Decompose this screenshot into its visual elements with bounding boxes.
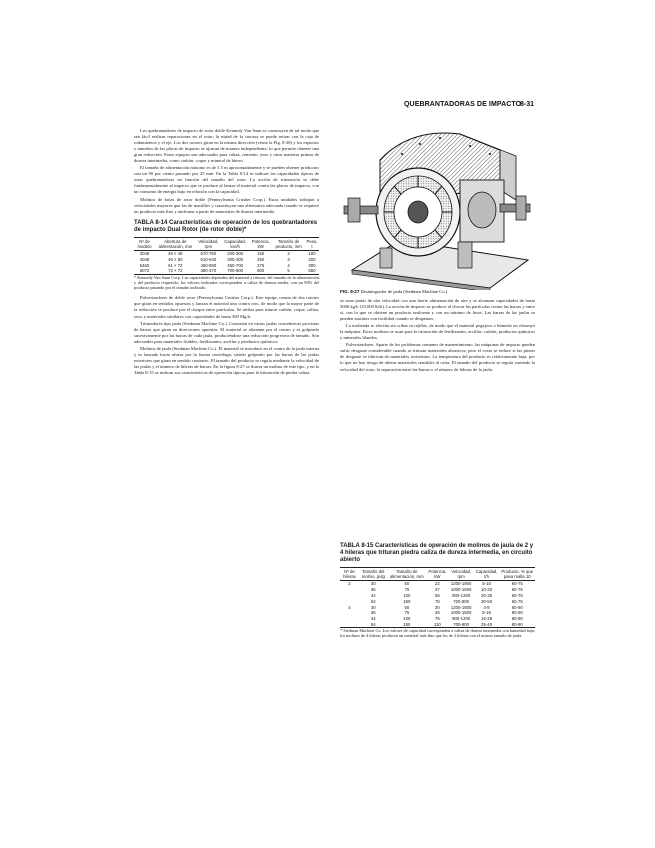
table-cell: 900-1200 [452, 616, 471, 622]
table-header: Potencia, kW [249, 237, 272, 250]
table-cell: 100 [403, 592, 411, 598]
table-cell: 5 [272, 268, 305, 274]
table-cell: 50 [404, 581, 410, 587]
table-cell: 30 [370, 604, 376, 610]
table-header: Nº de hileras [340, 568, 359, 581]
left-column [134, 128, 319, 377]
table-cell: 200-300 [227, 251, 244, 257]
table-row [340, 621, 535, 627]
table-15-footnote: * Stedman Machine Co. Los valores de capacidad corresponden a caliza de dureza intermedia con humedad baja; los molinos de 4 hileras producen un material más fino que los de 2 hileras con el mismo tamaño de jaula. [340, 628, 535, 639]
cage-mill-illustration [340, 120, 536, 290]
table-header: Peso, t [306, 238, 318, 249]
table-cell: 3 [287, 256, 290, 262]
table-cell: 4048 [139, 256, 150, 262]
table-cell: 100 [403, 616, 411, 622]
table-cell: 20-35 [481, 592, 493, 598]
table-header: Velocidad, rpm [196, 237, 221, 250]
table-cell: 150 [257, 251, 265, 257]
table-cell: 4-8 [483, 604, 490, 610]
table-header: Abertura de alimentación, mm [155, 237, 196, 250]
table-row [134, 268, 319, 274]
table-cell: 16-28 [481, 616, 493, 622]
table-cell: 80-90 [511, 604, 523, 610]
table-cell: 5-10 [482, 581, 491, 587]
table-cell: 80-90 [511, 616, 523, 622]
paragraph: La molienda se efectúa sin cribas ni rejillas, de modo que el material pegajoso o húmedo no obstruye la máquina. Estos molinos se usan para la trituración de fertilizantes, arcillas, carbón, productos químicos y minerales blandos. [340, 323, 535, 341]
table-15 [340, 567, 535, 628]
table-cell: 45 [434, 610, 440, 616]
table-header: Velocidad, rpm [449, 568, 474, 581]
table-cell: 1000-1500 [450, 587, 472, 593]
paragraph: Molinos de jaula (Stedman Machine Co.). El material se introduce en el centro de la jaula interna y es lanzado hacia afuera por la fuerza centrífuga, siendo golpeado por las barras de las jaulas exteriores que giran en sentido contrario. El tamaño del producto se regula mediante la velocidad de las jaulas y el número de hileras de barras. En la figura 8-27 se ilustra un molino de este tipo, y en la Tabla 8-15 se indican sus características de operación típicas para la trituración de piedra caliza. [134, 345, 319, 375]
table-cell: 700-900 [453, 598, 470, 604]
table-cell: 4 [287, 262, 290, 268]
table-cell: 300-400 [227, 256, 244, 262]
table-cell: 3048 [139, 251, 150, 257]
table-cell: 60-75 [511, 592, 523, 598]
table-14-footnote: * Kennedy Van Saun Corp. Las capacidades dependen del material a triturar, del tamaño de la alimentación y del producto requerido; los valores indicados corresponden a caliza de dureza media, con un 90% del producto pasando por el tamaño indicado. [134, 274, 319, 291]
table-cell: 72 × 72 [155, 268, 196, 274]
table-cell: 550 [305, 268, 319, 274]
table-cell: 61 × 72 [168, 262, 183, 268]
table-cell: 30 [434, 604, 440, 610]
table-cell [340, 621, 359, 627]
table-cell: 36 [370, 587, 376, 593]
table-cell: 75 [404, 610, 410, 616]
table-cell: 450-700 [227, 262, 244, 268]
paragraph: El tamaño de alimentación máximo es de 1.5 m aproximadamente y se pueden obtener productos con un 90 por ciento pasando por 25 mm. En la Tabla 8-14 se indican las capacidades típicas de estas quebrantadoras en función del tamaño del rotor. La acción de trituración se debe fundamentalmente al impacto que se produce al lanzar el material contra las placas de impacto, con un consumo de energía bajo en relación con la capacidad. [134, 165, 319, 195]
table-cell: 1200-1800 [450, 581, 472, 587]
table-cell: 30 [370, 581, 376, 587]
table-cell: 25-40 [474, 621, 500, 627]
table-cell: 60-75 [511, 587, 523, 593]
table-header: Tamaño de alimentación, mm [388, 568, 426, 581]
table-cell: 510-640 [200, 256, 217, 262]
table-cell: 300 [308, 262, 316, 268]
table-cell: 80-90 [511, 610, 523, 616]
table-cell: 75 [434, 616, 440, 622]
table-cell: 46 × 60 [168, 256, 183, 262]
running-head: QUEBRANTADORAS DE IMPACTO [404, 101, 522, 108]
table-cell: 375 [257, 262, 265, 268]
table-cell: 44 [370, 616, 376, 622]
table-14 [134, 237, 319, 275]
table-cell: 44 [370, 592, 376, 598]
paragraph: se usan jaulas de alta velocidad con una fuerte alimentación de aire y se alcanzan capacidades de hasta 5000 kg/h (10,000 lb/h). La acción de impacto se produce al chocar las partículas contra las barras y entre sí, con lo que se obtiene un producto uniforme y con un mínimo de finos. Las barras de las jaulas se pueden sustituir con facilidad cuando se desgastan. [340, 298, 535, 322]
table-cell: 75 [434, 598, 440, 604]
table-cell: 900-1200 [452, 592, 471, 598]
table-cell: 100 [308, 251, 316, 257]
table-header: Capacidad, ton/h [221, 237, 249, 250]
paragraph: Los quebrantadores de impacto de rotor doble Kennedy Van Saun se construyen de tal modo que sea fácil realizar reparaciones en el rotor; la mitad de la carcasa se puede retirar con la caja de rodamientos y el eje. Los dos rotores giran en la misma dirección (véase la Fig. 8-26) y los espacios y tamaños de las placas de impacto se ajustan de manera independiente, lo que permite obtener una gran reducción. Estos equipos son adecuados para caliza, cemento, yeso y otras materias primas de dureza intermedia, como carbón, coque y mineral de hierro. [134, 128, 319, 164]
table-cell: 250 [257, 256, 265, 262]
table-header: Producto, % que pasa malla 10 [501, 569, 534, 579]
page-number: 8-31 [520, 101, 535, 108]
table-cell: 22 [434, 581, 440, 587]
table-cell: 56 [434, 592, 440, 598]
table-cell: 54 [370, 598, 376, 604]
paragraph: Pulverizadores de doble rotor (Pennsylvania Crusher Corp.). Este equipo consta de dos rotores que giran en sentidos opuestos y lanzan el material uno contra otro, de modo que la mayor parte de la reducción se produce por el choque entre partículas. Se utiliza para triturar carbón, coque, caliza, yeso y materiales similares con capacidades de hasta 300 Mg/h. [134, 295, 319, 319]
table-cell: 4 [348, 604, 351, 610]
table-cell: 60-75 [511, 598, 523, 604]
table-cell: 570-750 [200, 251, 217, 257]
table-header: Tamaño de producto, mm [272, 237, 305, 250]
table-cell: 1200-1800 [450, 604, 472, 610]
table-cell: 6072 [134, 268, 155, 274]
table-cell: 2 [348, 581, 351, 587]
figure-caption [340, 289, 536, 294]
table-cell: 1000-1500 [450, 610, 472, 616]
table-cell: 110 [426, 621, 449, 627]
table-cell: 150 [403, 598, 411, 604]
table-header: Tamaño del molino, pulg [359, 568, 388, 581]
table-14-title: TABLA 8-14 Características de operación de los quebrantadores de impacto Dual Rotor (de rotor doble)* [134, 219, 318, 233]
right-column [340, 298, 535, 374]
paragraph: Pulverizadores. Aparte de los problemas comunes de mantenimiento, las máquinas de impacto pueden sufrir desgaste considerable cuando se trituran materiales abrasivos, pero el costo se reduce si las piezas de desgaste se fabrican de materiales resistentes. La temperatura del producto es relativamente baja, por lo que no hay riesgo de alterar materiales sensibles al calor. El tamaño del producto se regula variando la velocidad del rotor, la separación entre las barras o el número de hileras de la jaula. [340, 342, 535, 372]
table-header: Nº de modelo [134, 237, 155, 250]
table-cell: 450-590 [200, 262, 217, 268]
table-cell: 600 [249, 268, 272, 274]
table-cell: 150 [388, 621, 426, 627]
figure-caption-text: Desintegrador de jaula (Stedman Machine Co.) [360, 289, 448, 294]
table-cell: 80-90 [500, 621, 535, 627]
table-cell: 37 [434, 587, 440, 593]
table-header: Potencia, kW [426, 568, 449, 581]
table-cell: 5460 [139, 262, 150, 268]
table-cell: 700-900 [221, 268, 249, 274]
table-cell: 30-50 [481, 598, 493, 604]
table-cell: 60-75 [511, 581, 523, 587]
table-cell: 50 [404, 604, 410, 610]
table-cell: 36 [370, 610, 376, 616]
table-cell: 200 [308, 256, 316, 262]
table-15-title: TABLA 8-15 Características de operación de molinos de jaula de 2 y 4 hileras que trituran piedra caliza de dureza intermedia, en circuito abierto [340, 543, 534, 563]
table-cell: 75 [404, 587, 410, 593]
table-header: Capacidad, t/h [474, 568, 500, 581]
table-cell: 2 [287, 251, 290, 257]
table-15-block [340, 538, 535, 640]
table-cell: 700-900 [449, 621, 474, 627]
table-cell: 54 [359, 621, 388, 627]
table-cell: 10-20 [481, 587, 493, 593]
table-cell: 380-470 [196, 268, 221, 274]
figure-label: FIG. 8-27 [340, 289, 360, 294]
table-cell: 8-16 [482, 610, 491, 616]
paragraph: Molinos de bolas de rotor doble (Pennsylvania Crusher Corp.). Estas unidades trabajan a velocidades mayores que las de martillos y constituyen una alternativa adecuada cuando se requiere un producto más fino y uniforme a partir de materiales de dureza intermedia. [134, 196, 319, 214]
table-cell: 46 × 48 [168, 251, 183, 257]
paragraph: Trituradores tipo jaula (Stedman Machine Co.). Consisten en varias jaulas concéntricas provistas de barras que giran en direcciones opuestas. El material se alimenta por el centro y es golpeado sucesivamente por las barras de cada jaula, produciéndose una reducción progresiva de tamaño. Son adecuados para materiales friables, fertilizantes, arcillas y productos químicos. [134, 320, 319, 344]
